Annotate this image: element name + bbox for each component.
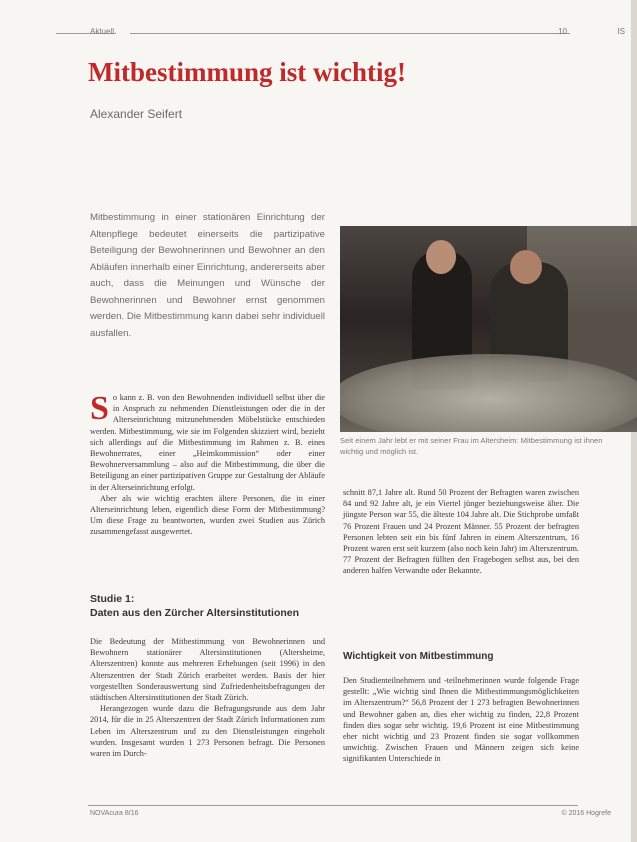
footer-right: © 2016 Hogrefe	[561, 810, 611, 817]
article-title: Mitbestimmung ist wichtig!	[88, 57, 406, 87]
corner-marker: IS	[617, 27, 625, 36]
study1-paragraph-2: Herangezogen wurde dazu die Befragungsrunde aus dem Jahr 2014, für die in 25 Alterszentren der Stadt Zürich Informationen zum Leben im Alterszentrum und zu den Dienstleistungen eingeholt wurden. Insgesamt wurden 1 273 Personen befragt. Die Personen waren im Durch-	[90, 704, 325, 759]
study1-paragraph-1: Die Bedeutung der Mitbestimmung von Bewohnerinnen und Bewohnern stationärer Altersinstitutionen (Altersheime, Alterszentren) konnte aus mehreren Erhebungen (seit 1996) in den Alterszentren der Stadt Zürich erarbeitet werden. Basis der hier vorgestellten Sonderauswertung sind Zufriedenheitsbefragungen der städtischen Altersinstitutionen der Stadt Zürich.	[90, 637, 325, 703]
photo-head-right	[510, 250, 542, 284]
right-paragraph-1: schnitt 87,1 Jahre alt. Rund 50 Prozent der Befragten waren zwischen 84 und 92 Jahre alt, je ein Viertel jünger beziehungsweise älter. Die jüngste Person war 55, die älteste 104 Jahre alt. Die Stichprobe umfaßt 76 Prozent Frauen und 24 Prozent Männer. 55 Prozent der befragten Personen lebten seit ein bis fünf Jahren in einem Alterszentrum, 16 Prozent waren erst seit kurzem (also noch kein Jahr) im Alterszentrum. 77 Prozent der Befragten füllten den Fragebogen selbst aus, bei den anderen halfen Verwandte oder Bekannte.	[343, 488, 579, 576]
footer-left: NOVAcura 8/16	[90, 810, 139, 817]
photo-table	[340, 354, 637, 432]
right-column-bottom	[343, 675, 579, 765]
running-head: Aktuell	[90, 27, 115, 36]
study1-heading: Studie 1: Daten aus den Zürcher Altersinstitutionen	[90, 593, 300, 619]
photo-head-left	[426, 240, 456, 274]
lead-text: Mitbestimmung in einer stationären Einrichtung der Altenpflege bedeutet einerseits die partizipative Beteiligung der Bewohnerinnen und Bewohner an den Abläufen innerhalb einer Einrichtung, andererseits aber auch, dass die Meinungen und Wünsche der Bewohnerinnen und Bewohner ernst genommen werden. Die Mitbestimmung kann dabei sehr individuell ausfallen.	[90, 212, 325, 339]
photo-caption: Seit einem Jahr lebt er mit seiner Frau im Altersheim: Mitbestimmung ist ihnen wichtig und möglich ist.	[340, 436, 603, 456]
right-column-top	[343, 487, 579, 577]
intro-paragraph-1-text: o kann z. B. von den Bewohnenden individuell selbst über die in Anspruch zu nehmenden Dienstleistungen oder die in der Alterseinrichtung mitzunehmenden Möbelstücke entschieden werden. Mitbestimmung, wie sie im Folgenden skizziert wird, bezieht sich allerdings auf die Mitbestimmung im Rahmen z. B. eines Bewohnerrates, einer „Heimkommission“ oder einer Bewohnerversammlung – also auf die Mitbestimmung, die über die Beteiligung an einer partizipativen Gruppe zur Gestaltung der Abläufe in der Alterseinrichtung erfolgt.	[90, 393, 325, 492]
right-paragraph-2: Den Studienteilnehmern und -teilnehmerinnen wurde folgende Frage gestellt: „Wie wichtig sind Ihnen die Mitbestimmungsmöglichkeiten im Alterszentrum?“ 56,8 Prozent der 1 273 befragten Bewohnerinnen und Bewohner gaben an, dies eher wichtig zu finden, 22,8 Prozent finden dies sogar sehr wichtig. 19,6 Prozent ist eine Mitbestimmung eher nicht wichtig und 23 Prozent finden sie sogar vollkommen unwichtig. Zwischen Frauen und Männern zeigen sich keine signifikanten Unterschiede in	[343, 676, 579, 764]
study1-column	[90, 636, 325, 759]
article-author: Alexander Seifert	[90, 107, 183, 121]
header-rule	[130, 33, 570, 34]
intro-paragraph-1	[90, 392, 325, 493]
intro-column	[90, 392, 325, 538]
lead-paragraph	[90, 210, 325, 342]
article-photo	[340, 226, 637, 432]
drop-cap: S	[90, 390, 109, 427]
importance-heading: Wichtigkeit von Mitbestimmung	[343, 651, 494, 662]
page-marker: 10	[558, 27, 567, 36]
footer-rule	[88, 805, 578, 806]
intro-paragraph-2: Aber als wie wichtig erachten ältere Personen, die in einer Alterseinrichtung leben, eigentlich diese Form der Mitbestimmung? Um diese Frage zu beantworten, wurden zwei Studien aus Zürich zusammengefasst ausgewertet.	[90, 493, 325, 537]
